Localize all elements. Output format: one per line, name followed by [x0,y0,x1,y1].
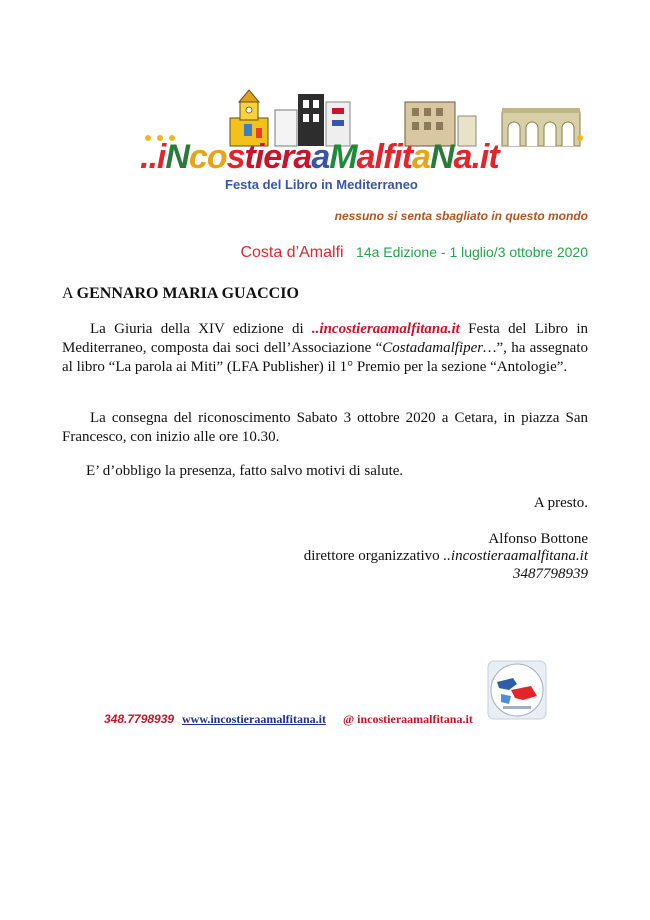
recipient-line [62,285,299,303]
paragraph-award [62,320,588,377]
signature-name: Alfonso Bottone [488,531,588,547]
logo-wordmark: ..iNcostieraaMalfitaNa.it [140,138,499,176]
paragraph-award-text-2: Festa del Libro in Mediterraneo, composta dai soci dell’Associazione “ [62,321,589,356]
edition-label: 14a Edizione - 1 luglio/3 ottobre 2020 [356,244,588,260]
festival-site-name: ..incostieraamalfitana.it [311,321,460,337]
signature-role-prefix: direttore organizzativo [303,548,444,564]
association-badge [487,660,547,720]
paragraph-attendance: E’ d’obbligo la presenza, fatto salvo motivi di salute. [86,463,404,479]
signature-phone: 3487798939 [513,566,588,582]
paragraph-award-text-1: La Giuria della XIV edizione di [90,321,312,337]
recipient-prefix: A [62,285,73,302]
footer-website-link[interactable]: www.incostieraamalfitana.it [182,712,326,726]
footer-email[interactable]: @ incostieraamalfitana.it [343,712,473,726]
place-label: Costa d’Amalfi [240,244,344,261]
edition-line [240,244,588,262]
badge-graphic [487,660,547,720]
footer-phone: 348.7798939 [104,712,175,726]
signature-role [304,548,588,565]
logo-tagline: Festa del Libro in Mediterraneo [225,177,418,192]
closing: A presto. [533,495,588,511]
motto: nessuno si senta sbagliato in questo mondo [334,209,588,223]
recipient-name: GENNARO MARIA GUACCIO [76,285,299,302]
festival-logo [140,88,590,198]
paragraph-ceremony: La consegna del riconoscimento Sabato 3 ottobre 2020 a Cetara, in piazza San Francesco, con inizio alle ore 10.30. [62,410,588,445]
paragraph-award-text-3: ”, ha assegnato al libro “La parola ai Miti” (LFA Publisher) il 1° Premio per la sezione “Antologie”. [62,340,589,375]
signature-role-site: ..incostieraamalfitana.it [443,548,588,564]
association-name: Costadamalfiper… [382,340,497,356]
